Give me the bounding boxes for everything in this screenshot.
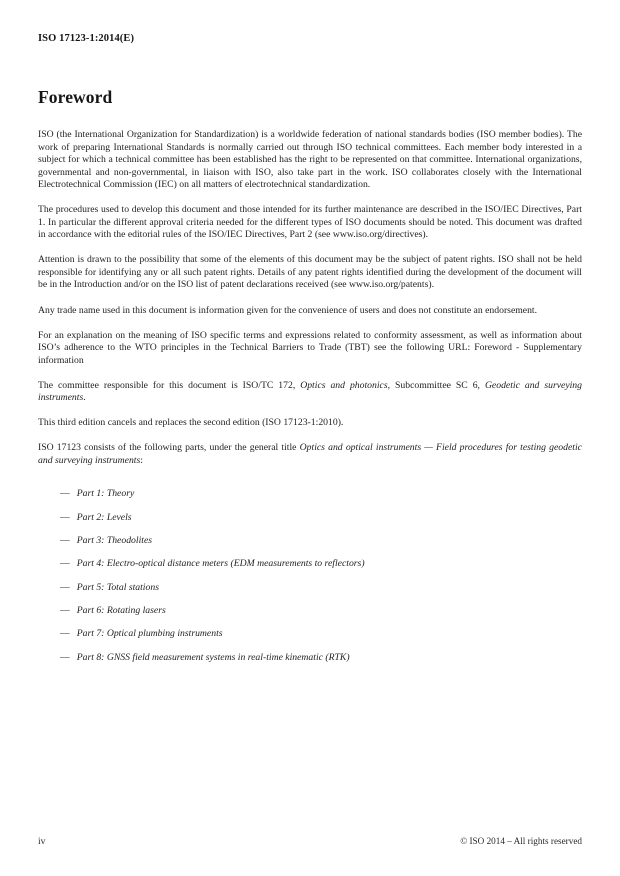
text-run: ISO (the International Organization for Standardization) is a worldwide federation of national standards bodies (ISO member bodies). The work of preparing International Standards is normally carried out through ISO technical committees. Each member body interested in a subject for which a technical committee has been established has the right to be represented on that committee. International organizations, governmental and non-governmental, in liaison with ISO, also take part in the work. ISO collaborates closely with the International Electrotechnical Commission (IEC) on all matters of electrotechnical standardization. [38,129,582,191]
list-item [38,524,582,547]
list-item [38,571,582,594]
running-head: ISO 17123-1:2014(E) [38,33,135,44]
list-item [38,618,582,641]
list-item-label: Part 7: Optical plumbing instruments [76,628,223,640]
text-run: Any trade name used in this document is information given for the convenience of users and does not constitute an endorsement. [38,304,538,316]
em-dash-bullet: — [60,604,70,616]
list-item [38,477,582,500]
list-item-label: Part 6: Rotating lasers [76,604,166,616]
list-item-label: Part 8: GNSS field measurement systems in real-time kinematic (RTK) [76,651,350,663]
page-content [38,0,582,664]
list-item-label: Part 2: Levels [76,511,132,523]
text-run: ISO 17123 consists of the following parts, under the general title [38,442,300,454]
list-item [38,501,582,524]
list-item [38,594,582,617]
paragraph-conformity-assessment [38,317,582,367]
page-title: Foreword [38,87,113,107]
text-run: The committee responsible for this document is ISO/TC 172, [38,379,301,391]
em-dash-bullet: — [60,488,70,500]
copyright-notice: © ISO 2014 – All rights reserved [460,836,582,846]
italic-run: Optics and optical instruments — Field procedures for testing geodetic and surveying instruments [38,442,582,466]
paragraph-parts-intro [38,430,582,468]
em-dash-bullet: — [60,628,70,640]
page-number: iv [38,836,46,847]
em-dash-bullet: — [60,511,70,523]
paragraph-procedures [38,192,582,242]
em-dash-bullet: — [60,651,70,663]
list-item-label: Part 5: Total stations [76,581,159,593]
em-dash-bullet: — [60,581,70,593]
list-item-label: Part 4: Electro-optical distance meters (EDM measurements to reflectors) [76,558,365,570]
page-footer [38,836,582,847]
text-run: This third edition cancels and replaces the second edition (ISO 17123-1:2010). [38,417,344,429]
paragraph-committee [38,367,582,405]
list-item [38,547,582,570]
parts-list [38,467,582,664]
list-item-label: Part 1: Theory [76,488,135,500]
em-dash-bullet: — [60,534,70,546]
foreword-body [38,108,582,467]
paragraph-trade-name [38,292,582,317]
text-run: , Subcommittee SC 6, [387,379,485,391]
paragraph-iso-intro [38,108,582,192]
paragraph-patent-rights [38,242,582,292]
italic-run: Geodetic and surveying instruments [38,379,582,404]
text-run: : [140,454,143,466]
list-item [38,641,582,664]
paragraph-edition [38,405,582,430]
text-run: The procedures used to develop this document and those intended for its further maintenance are described in the ISO/IEC Directives, Part 1. In particular the different approval criteria needed for the different types of ISO documents should be noted. This document was drafted in accordance with the editorial rules of the ISO/IEC Directives, Part 2 (see www.iso.org/directives). [38,204,582,241]
italic-run: Optics and photonics [300,379,388,391]
text-run: . [83,392,86,404]
em-dash-bullet: — [60,558,70,570]
list-item-label: Part 3: Theodolites [76,534,153,546]
text-run: Attention is drawn to the possibility that some of the elements of this document may be the subject of patent rights. ISO shall not be held responsible for identifying any or all such patent rights. Details of any patent rights identified during the development of the document will be in the Introduction and/or on the ISO list of patent declarations received (see www.iso.org/patents). [38,254,582,291]
text-run: For an explanation on the meaning of ISO specific terms and expressions related to conformity assessment, as well as information about ISO’s adherence to the WTO principles in the Technical Barriers to Trade (TBT) see the following URL: Foreword - Supplementary information [38,329,582,366]
